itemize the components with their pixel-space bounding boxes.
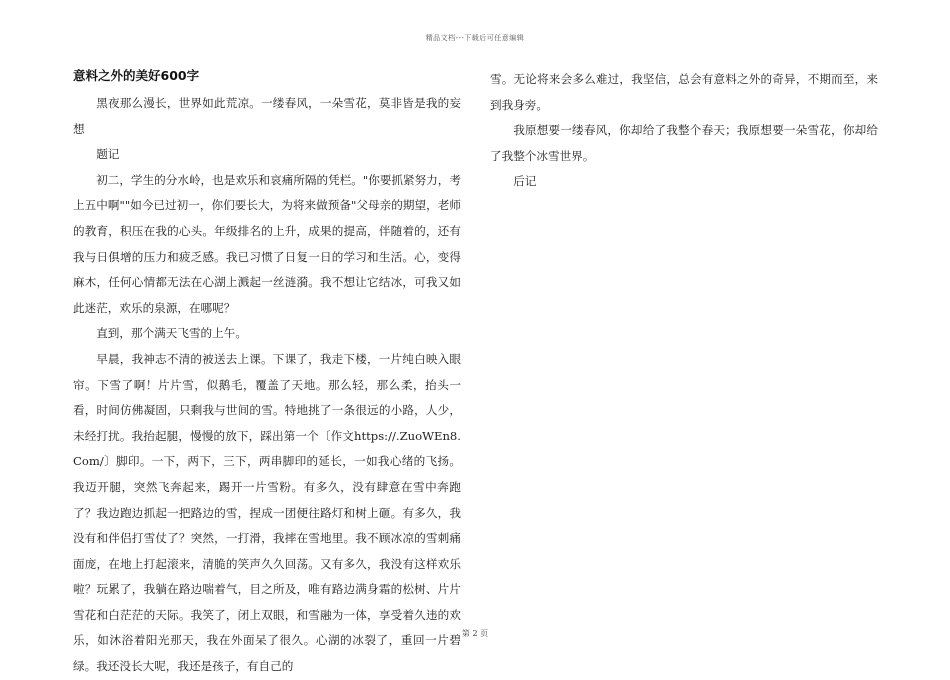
page-number: 第 2 页 — [461, 629, 489, 638]
paragraph-grade-two: 初二，学生的分水岭，也是欢乐和哀痛所隔的凭栏。"你要抓紧努力，考上五中啊""如今已过初一，你们要长大，为将来做预备"父母亲的期望，老师的教育，积压在我的心头。年级排名的上升，成果的提高，伴随着的，还有我与日俱增的压力和疲乏感。我已习惯了日复一日的学习和生活。心，变得麻木，任何心情都无法在心湖上溅起一丝涟漪。我不想让它结冰，可我又如此迷茫，欢乐的泉源，在哪呢？ — [73, 172, 461, 315]
paragraph-snowy-morning: 直到，那个满天飞雪的上午。 — [96, 326, 247, 341]
paragraph-spring-wish: 我原想要一缕春风，你却给了我整个春天；我原想要一朵雪花，你却给了我整个冰雪世界。 — [490, 123, 878, 163]
right-column — [490, 67, 878, 195]
article-title: 意料之外的美好600字 — [73, 68, 200, 83]
paragraph-snow-play: 早晨，我神志不清的被送去上课。下课了，我走下楼，一片纯白映入眼帘。下雪了啊！片片雪，似鹅毛，覆盖了天地。那么轻，那么柔，抬头一看，时间仿佛凝固，只剩我与世间的雪。特地挑了一条很远的小路，人少，未经打扰。我抬起腿，慢慢的放下，踩出第一个〔作文https://.ZuoWEn8.Com/〕脚印。一下，两下，三下，两串脚印的延长，一如我心绪的飞扬。我迈开腿，突然飞奔起来，踢开一片雪粉。有多久，没有肆意在雪中奔跑了？我边跑边抓起一把路边的雪，捏成一团便往路灯和树上砸。有多久，我没有和伴侣打雪仗了？突然，一打滑，我摔在雪地里。我不顾冰凉的雪刺痛面庞，在地上打起滚来，清脆的笑声久久回荡。又有多久，我没有这样欢乐啦？玩累了，我躺在路边喘着气，目之所及，唯有路边满身霜的松树、片片雪花和白茫茫的天际。我笑了，闭上双眼，和雪融为一体，享受着久违的欢乐，如沐浴着阳光那天，我在外面呆了很久。心湖的冰裂了，重回一片碧绿。我还没长大呢，我还是孩子，有自己的 — [73, 351, 461, 674]
left-column — [73, 67, 461, 680]
paragraph-intro: 黑夜那么漫长，世界如此荒凉。一缕春风，一朵雪花，莫非皆是我的妄想 — [73, 96, 461, 136]
page-header: 精品文档---下载后可任意编辑 — [425, 34, 525, 42]
paragraph-afterword: 后记 — [513, 174, 537, 189]
paragraph-continuation: 雪。无论将来会多么难过，我坚信，总会有意料之外的奇异，不期而至，来到我身旁。 — [490, 72, 878, 112]
paragraph-tiji: 题记 — [96, 147, 120, 162]
